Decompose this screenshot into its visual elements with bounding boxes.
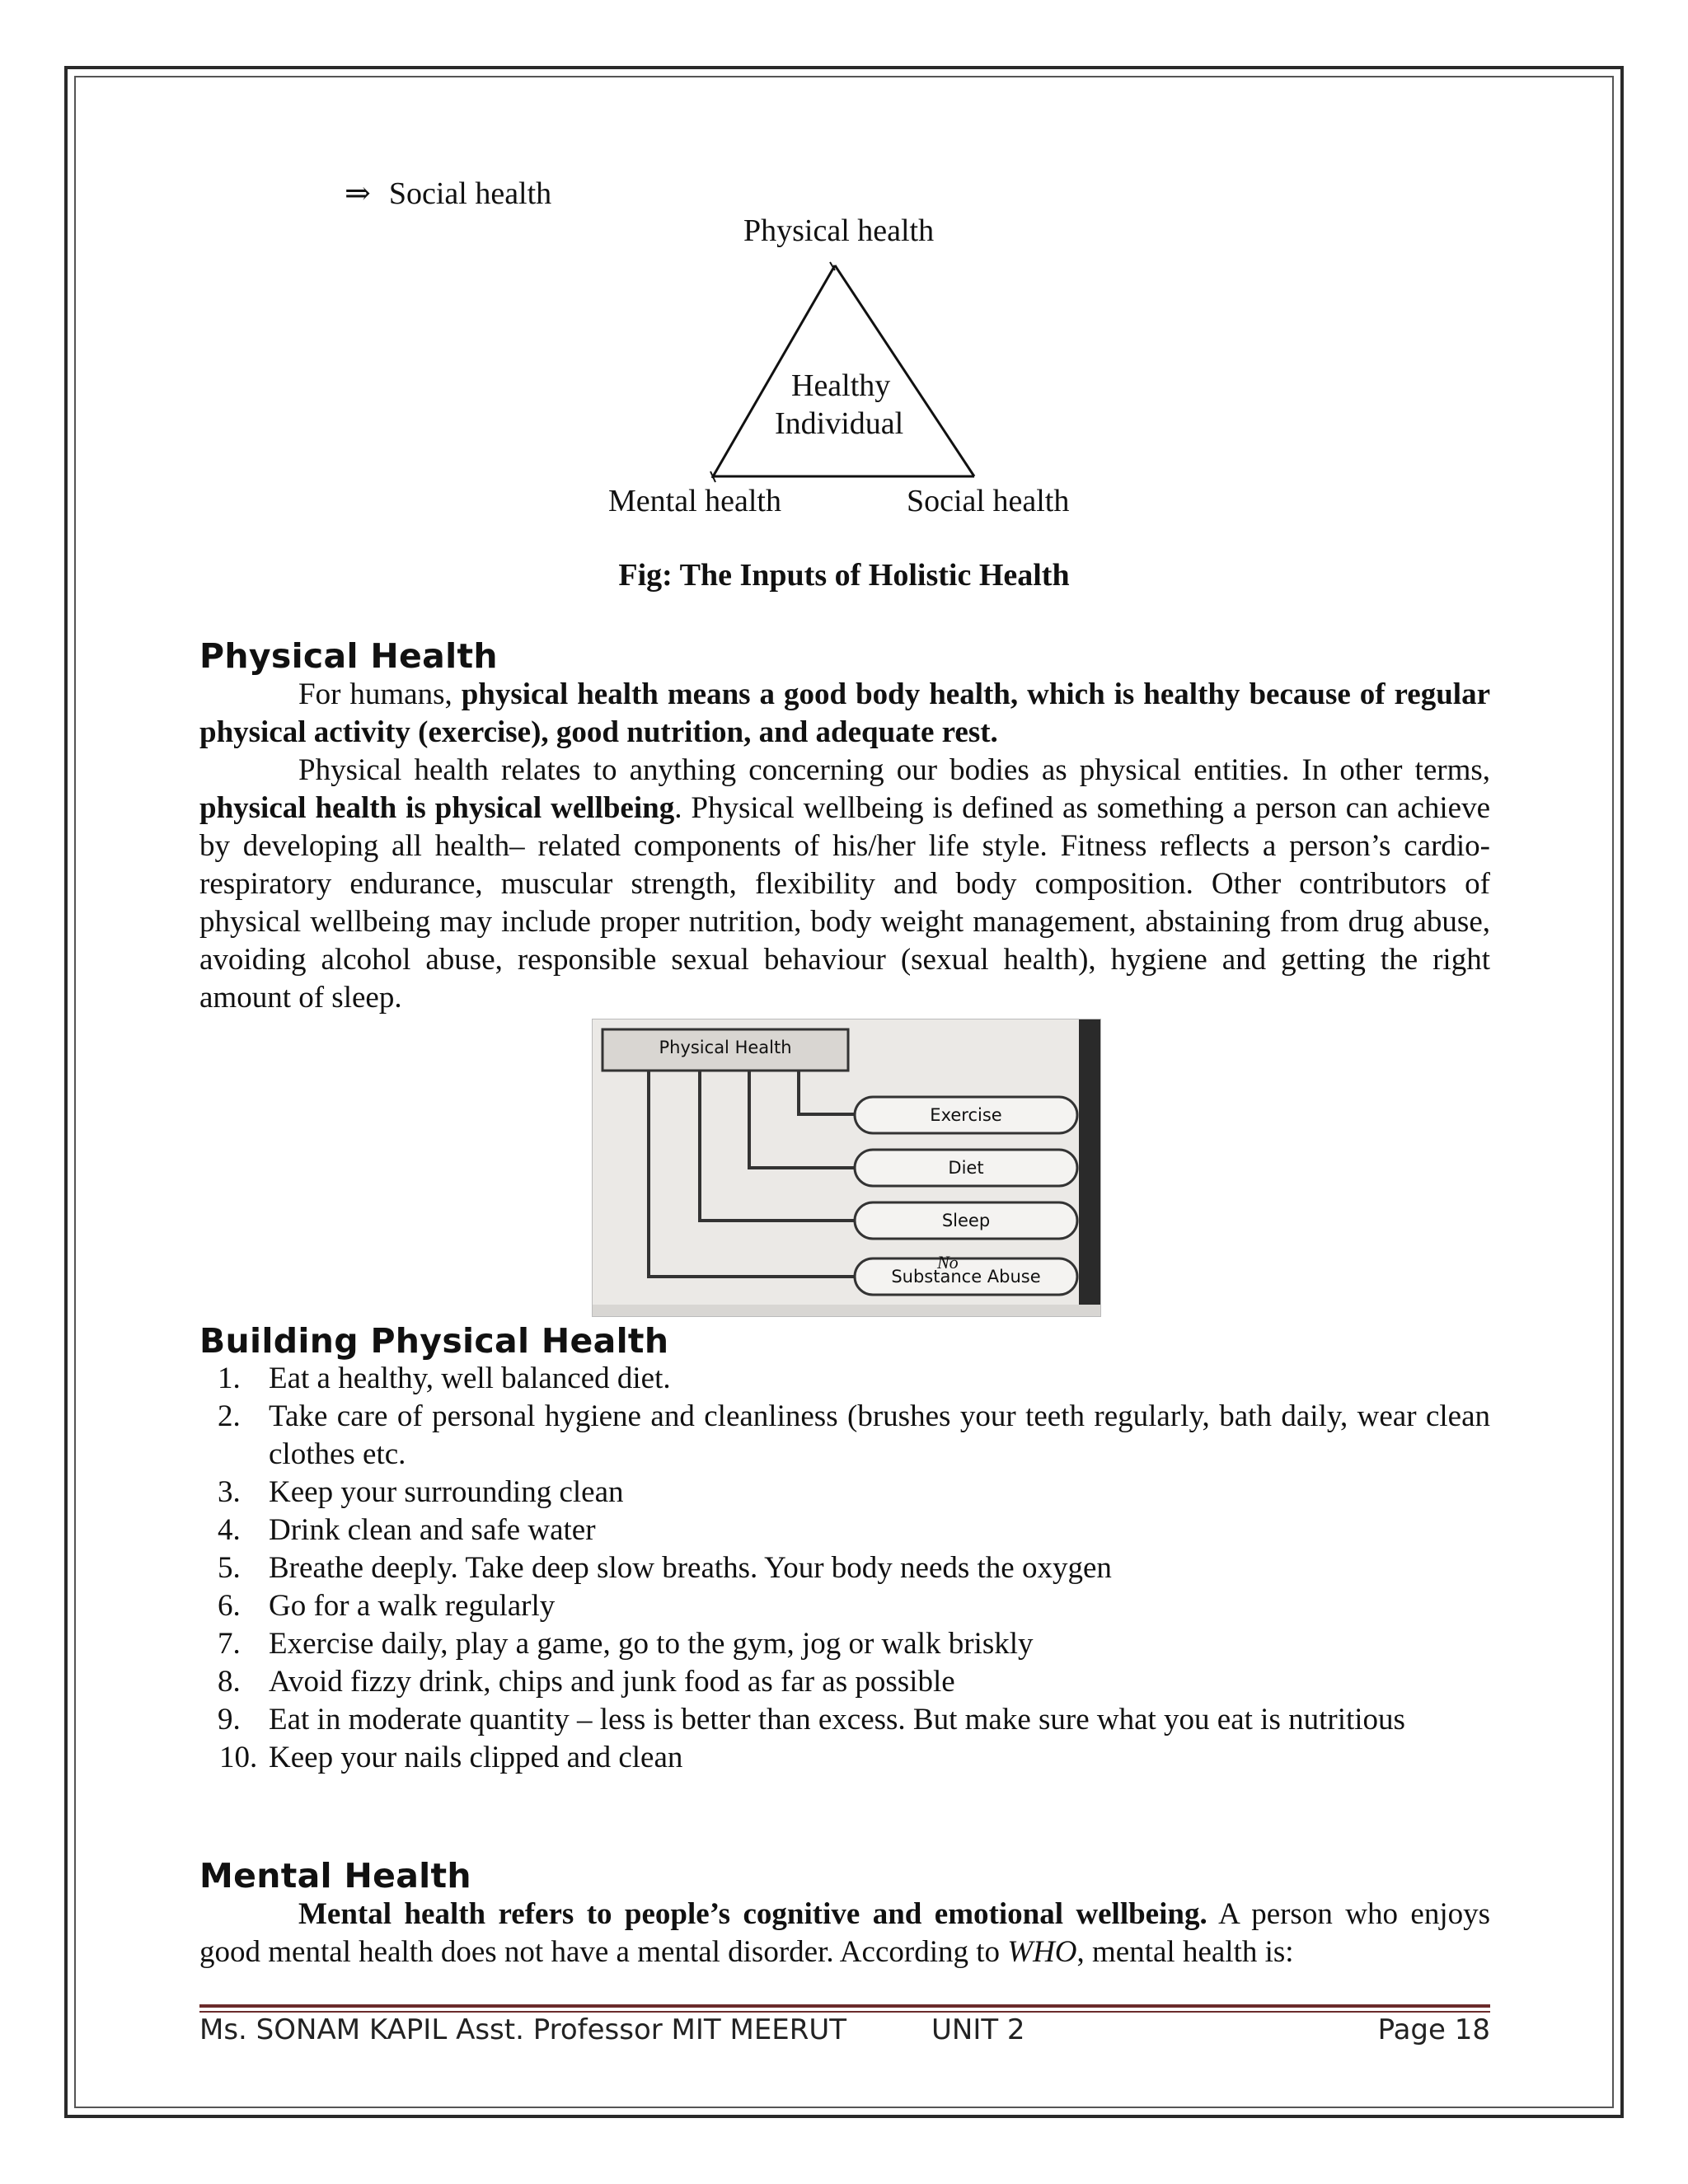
list-number: 1. bbox=[218, 1361, 241, 1395]
list-item bbox=[199, 1587, 1490, 1625]
list-number: 4. bbox=[218, 1513, 241, 1547]
list-number: 8. bbox=[218, 1665, 241, 1699]
list-text: Go for a walk regularly bbox=[269, 1589, 556, 1623]
triangle-center-line2: Individual bbox=[775, 406, 904, 441]
mental-rest2: , mental health is: bbox=[1076, 1935, 1294, 1969]
social-health-bullet bbox=[345, 175, 551, 212]
list-text: Take care of personal hygiene and cleanliness (brushes your teeth regularly, bath daily, wear clean clothes etc. bbox=[269, 1399, 1490, 1471]
p1-lead: For humans, bbox=[298, 677, 462, 711]
diagram-item-exercise: Exercise bbox=[930, 1105, 1002, 1125]
list-text: Breathe deeply. Take deep slow breaths. Your body needs the oxygen bbox=[269, 1551, 1112, 1585]
list-number: 10. bbox=[219, 1741, 258, 1774]
mental-health-heading: Mental Health bbox=[199, 1856, 471, 1896]
building-list bbox=[199, 1360, 1490, 1777]
physical-health-p1 bbox=[199, 676, 1490, 752]
mental-health-body bbox=[199, 1896, 1490, 1971]
list-item bbox=[199, 1360, 1490, 1398]
footer-rule bbox=[199, 2004, 1490, 2008]
p2-rest: . Physical wellbeing is defined as something a person can achieve by developing all health– related components of his/her life style. Fitness reflects a person’s cardio-respiratory endurance, muscular strength, flexibility and body composition. Other contributors of physical wellbeing may include proper nutrition, body weight management, abstaining from drug abuse, avoiding alcohol abuse, responsible sexual behaviour (sexual health), hygiene and getting the right amount of sleep. bbox=[199, 791, 1490, 1015]
list-text: Eat in moderate quantity – less is better than excess. But make sure what you eat is nutritious bbox=[269, 1703, 1405, 1736]
physical-health-diagram bbox=[592, 1019, 1101, 1317]
list-number: 2. bbox=[218, 1399, 241, 1433]
mental-rest1: A person who enjoys good mental health does not have a mental disorder. According to bbox=[199, 1897, 1490, 1969]
physical-health-body bbox=[199, 676, 1490, 1017]
list-number: 6. bbox=[218, 1589, 241, 1623]
list-text: Eat a healthy, well balanced diet. bbox=[269, 1361, 671, 1395]
list-item bbox=[199, 1511, 1490, 1549]
figure-caption: Fig: The Inputs of Holistic Health bbox=[618, 558, 1070, 593]
triangle-right-label: Social health bbox=[907, 484, 1070, 518]
triangle-left-label: Mental health bbox=[608, 484, 781, 518]
list-text: Avoid fizzy drink, chips and junk food as far as possible bbox=[269, 1665, 955, 1699]
diagram-item-substance-abuse: Substance Abuse bbox=[891, 1267, 1041, 1286]
list-number: 9. bbox=[218, 1703, 241, 1736]
who-text: WHO bbox=[1007, 1935, 1077, 1969]
diagram-root-label: Physical Health bbox=[659, 1038, 792, 1057]
triangle-center-line1: Healthy bbox=[791, 368, 891, 403]
diagram-handwritten-no: No bbox=[937, 1252, 959, 1272]
list-item bbox=[199, 1398, 1490, 1474]
list-text: Exercise daily, play a game, go to the gym, jog or walk briskly bbox=[269, 1627, 1034, 1661]
footer-rule-thin bbox=[199, 2011, 1490, 2013]
mental-health-p1 bbox=[199, 1896, 1490, 1971]
list-item bbox=[199, 1625, 1490, 1663]
p2-start: Physical health relates to anything concerning our bodies as physical entities. In other terms, bbox=[298, 753, 1490, 787]
triangle-top-label: Physical health bbox=[743, 213, 935, 248]
list-text: Drink clean and safe water bbox=[269, 1513, 596, 1547]
list-number: 7. bbox=[218, 1627, 241, 1661]
mental-bold: Mental health refers to people’s cognitive and emotional wellbeing. bbox=[298, 1897, 1207, 1931]
list-item bbox=[199, 1739, 1490, 1777]
physical-health-p2 bbox=[199, 752, 1490, 1017]
list-number: 5. bbox=[218, 1551, 241, 1585]
implies-arrow-icon: ⇒ bbox=[345, 176, 371, 211]
physical-health-heading: Physical Health bbox=[199, 636, 498, 676]
footer-author: Ms. SONAM KAPIL Asst. Professor MIT MEERUT bbox=[199, 2013, 847, 2046]
list-item bbox=[199, 1549, 1490, 1587]
list-item bbox=[199, 1474, 1490, 1511]
footer-page-number: Page 18 bbox=[1377, 2013, 1490, 2046]
footer-unit: UNIT 2 bbox=[931, 2013, 1025, 2046]
list-number: 3. bbox=[218, 1475, 241, 1509]
list-text: Keep your nails clipped and clean bbox=[269, 1741, 683, 1774]
list-item bbox=[199, 1663, 1490, 1701]
diagram-item-diet: Diet bbox=[948, 1158, 984, 1178]
bullet-text: Social health bbox=[388, 176, 552, 211]
diagram-item-sleep: Sleep bbox=[941, 1211, 991, 1230]
list-text: Keep your surrounding clean bbox=[269, 1475, 624, 1509]
building-heading: Building Physical Health bbox=[199, 1321, 669, 1361]
p2-bold: physical health is physical wellbeing bbox=[199, 791, 675, 825]
p1-bold: physical health means a good body health, which is healthy because of regular physical activity (exercise), good nutrition, and adequate rest. bbox=[199, 677, 1490, 749]
list-item bbox=[199, 1701, 1490, 1739]
